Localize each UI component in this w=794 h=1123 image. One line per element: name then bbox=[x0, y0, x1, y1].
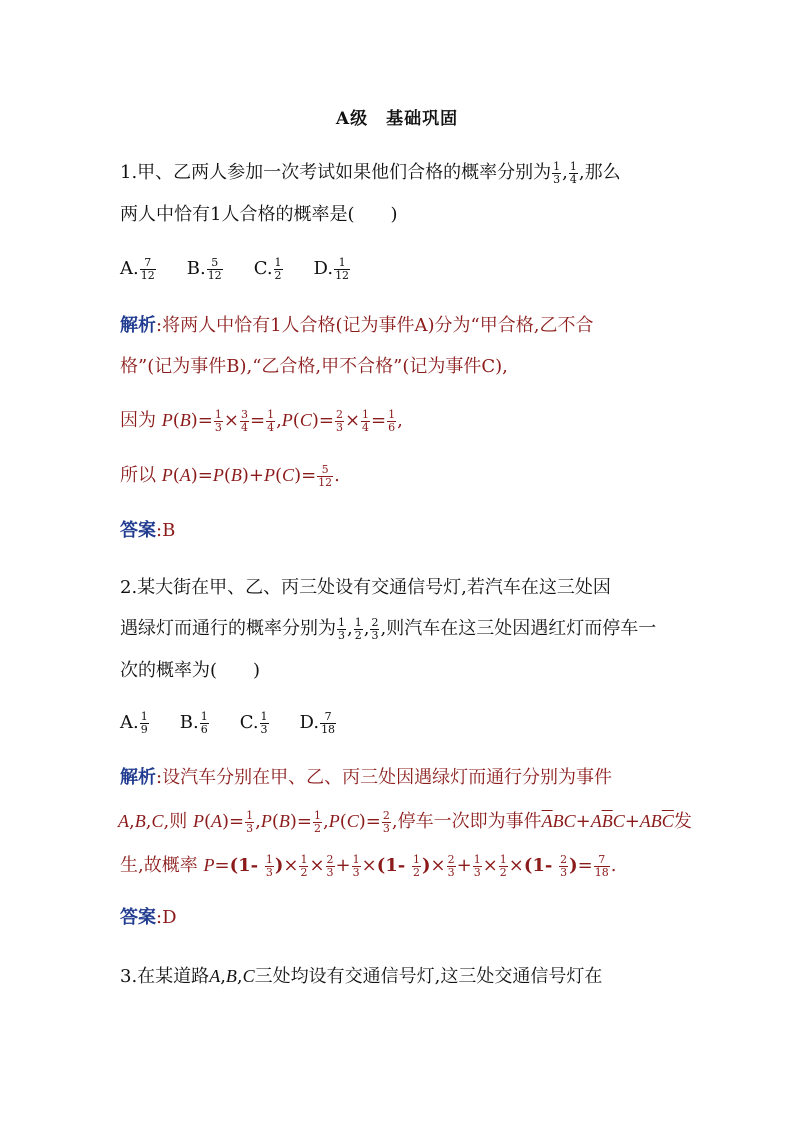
q2-analysis-line3: 生,故概率 P=(1- $\frac{1}{3}$ )× $\frac{1}{2}$ × $\frac{2}{3}$ + $\frac{1}{3}$ ×(1- $\frac{1}{2}$ )× $\frac{2}{3}$ + $\frac{1}{3}$ × $\frac{1}{2}$ ×(1- $\frac{2}{3}$ )= $\frac{7}{18}$ . bbox=[120, 852, 617, 879]
q1-options bbox=[120, 256, 381, 282]
q1-analysis-line3: 因为 P(B)= $\frac{1}{3}$ × $\frac{3}{4}$ = $\frac{1}{4}$ ,P(C)= $\frac{2}{3}$ × $\frac{1}{4}$ = $\frac{1}{6}$ , bbox=[120, 407, 403, 434]
q1-option-c[interactable]: C. $\frac{1}{2}$ bbox=[253, 255, 282, 282]
q1-option-a[interactable]: A. $\frac{7}{12}$ bbox=[120, 255, 155, 282]
q2-analysis-line1: 解析:设汽车分别在甲、乙、丙三处因遇绿灯而通行分别为事件 bbox=[120, 767, 613, 788]
q1-option-b[interactable]: B. $\frac{5}{12}$ bbox=[186, 255, 222, 282]
q2-stem-line2: 遇绿灯而通行的概率分别为 $\frac{1}{3}$ , $\frac{1}{2}$ , $\frac{2}{3}$ ,则汽车在这三处因遇红灯而停车一 bbox=[120, 615, 657, 642]
section-title: A级 基础巩固 bbox=[335, 109, 459, 129]
q3-stem-line1: 3.在某道路A,B,C三处均设有交通信号灯,这三处交通信号灯在 bbox=[120, 966, 603, 987]
q1-stem-line2: 两人中恰有1人合格的概率是( ) bbox=[120, 204, 398, 225]
q1-answer: 答案:B bbox=[120, 520, 176, 541]
q2-stem-line3: 次的概率为( ) bbox=[120, 660, 261, 681]
q1-analysis-line1: 解析:将两人中恰有1人合格(记为事件A)分为“甲合格,乙不合 bbox=[120, 315, 594, 336]
q2-option-b[interactable]: B. $\frac{1}{6}$ bbox=[179, 709, 208, 736]
q2-analysis-line2: A,B,C,则 P(A)= $\frac{1}{3}$ ,P(B)= $\frac{1}{2}$ ,P(C)= $\frac{2}{3}$ ,停车一次即为事件$\overline{A}BC+A\overline{B}C+AB\overline{C}$发 bbox=[118, 808, 692, 835]
q1-option-d[interactable]: D. $\frac{1}{12}$ bbox=[313, 255, 350, 282]
q2-option-c[interactable]: C. $\frac{1}{3}$ bbox=[239, 709, 268, 736]
q2-stem-line1: 2.某大街在甲、乙、丙三处设有交通信号灯,若汽车在这三处因 bbox=[120, 577, 611, 598]
q2-option-d[interactable]: D. $\frac{7}{18}$ bbox=[299, 709, 336, 736]
q2-options bbox=[120, 710, 367, 736]
q2-answer: 答案:D bbox=[120, 907, 177, 928]
q1-analysis-line2: 格”(记为事件B),“乙合格,甲不合格”(记为事件C), bbox=[120, 356, 508, 377]
q1-stem-line1: 1.甲、乙两人参加一次考试如果他们合格的概率分别为 $\frac{1}{3}$ , $\frac{1}{4}$ ,那么 bbox=[120, 159, 621, 186]
q2-option-a[interactable]: A. $\frac{1}{9}$ bbox=[120, 709, 148, 736]
q1-analysis-line4: 所以 P(A)=P(B)+P(C)= $\frac{5}{12}$ . bbox=[120, 462, 340, 489]
